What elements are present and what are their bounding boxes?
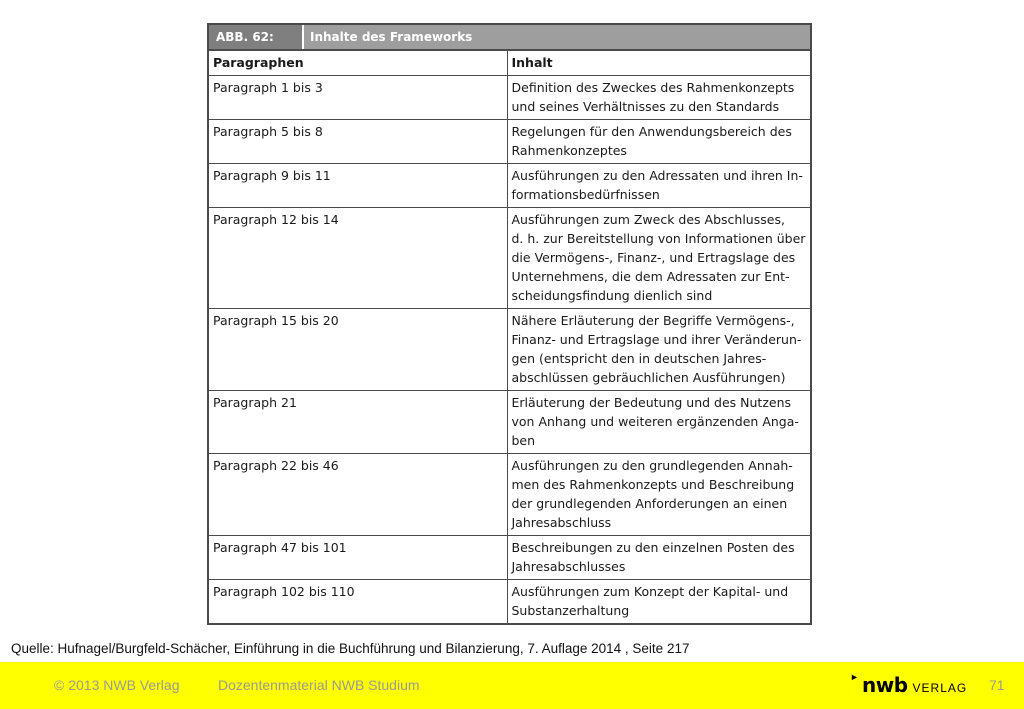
row-content: Ausführungen zu den grundlegenden Annah- men des Rahmenkonzepts und Beschreibung der grundlegenden Anforderungen an einen Jahresabschluss xyxy=(507,454,810,536)
row-content: Definition des Zweckes des Rahmenkonzepts und seines Verhältnisses zu den Standards xyxy=(507,76,810,120)
row-paragraph: Paragraph 102 bis 110 xyxy=(209,580,507,624)
footer-bar xyxy=(0,662,1024,709)
figure-table xyxy=(207,23,812,625)
row-content: Ausführungen zu den Adressaten und ihren In- formationsbedürfnissen xyxy=(507,164,810,208)
figure-label: ABB. 62: xyxy=(209,25,304,49)
content-table xyxy=(209,51,810,623)
row-paragraph: Paragraph 9 bis 11 xyxy=(209,164,507,208)
column-header-paragraphen: Paragraphen xyxy=(209,51,507,76)
logo-wordmark: nwb xyxy=(862,673,908,697)
row-paragraph: Paragraph 22 bis 46 xyxy=(209,454,507,536)
row-paragraph: Paragraph 12 bis 14 xyxy=(209,208,507,309)
table-row xyxy=(209,580,810,624)
table-header-row xyxy=(209,51,810,76)
table-row xyxy=(209,164,810,208)
play-triangle-icon: ► xyxy=(850,672,859,682)
row-content: Erläuterung der Bedeutung und des Nutzens von Anhang und weiteren ergänzenden Anga- ben xyxy=(507,391,810,454)
row-paragraph: Paragraph 5 bis 8 xyxy=(209,120,507,164)
row-content: Ausführungen zum Konzept der Kapital- und Substanzerhaltung xyxy=(507,580,810,624)
column-header-inhalt: Inhalt xyxy=(507,51,810,76)
table-row xyxy=(209,76,810,120)
material-label: Dozentenmaterial NWB Studium xyxy=(218,677,420,693)
row-content: Nähere Erläuterung der Begriffe Vermögens-, Finanz- und Ertragslage und ihrer Veränderun- gen (entspricht den in deutschen Jahres- abschlüssen gebräuchlichen Ausführungen) xyxy=(507,309,810,391)
source-citation: Quelle: Hufnagel/Burgfeld-Schächer, Einführung in die Buchführung und Bilanzierung, 7. Auflage 2014 , Seite 217 xyxy=(11,641,690,656)
row-paragraph: Paragraph 47 bis 101 xyxy=(209,536,507,580)
figure-caption-bar xyxy=(209,25,810,51)
table-row xyxy=(209,454,810,536)
table-row xyxy=(209,536,810,580)
table-row xyxy=(209,309,810,391)
row-paragraph: Paragraph 15 bis 20 xyxy=(209,309,507,391)
table-row xyxy=(209,120,810,164)
row-content: Regelungen für den Anwendungsbereich des Rahmenkonzeptes xyxy=(507,120,810,164)
nwb-verlag-logo xyxy=(850,672,967,698)
page-number: 71 xyxy=(989,677,1005,693)
logo-verlag-text: VERLAG xyxy=(912,681,968,695)
row-content: Ausführungen zum Zweck des Abschlusses, d. h. zur Bereitstellung von Informationen über die Vermögens-, Finanz-, und Ertragslage des Unternehmens, die dem Adressaten zur Ent- scheidungsfindung dienlich sind xyxy=(507,208,810,309)
row-paragraph: Paragraph 21 xyxy=(209,391,507,454)
row-content: Beschreibungen zu den einzelnen Posten des Jahresabschlusses xyxy=(507,536,810,580)
table-row xyxy=(209,391,810,454)
figure-title: Inhalte des Frameworks xyxy=(310,30,473,44)
table-row xyxy=(209,208,810,309)
copyright-text: © 2013 NWB Verlag xyxy=(54,677,180,693)
row-paragraph: Paragraph 1 bis 3 xyxy=(209,76,507,120)
